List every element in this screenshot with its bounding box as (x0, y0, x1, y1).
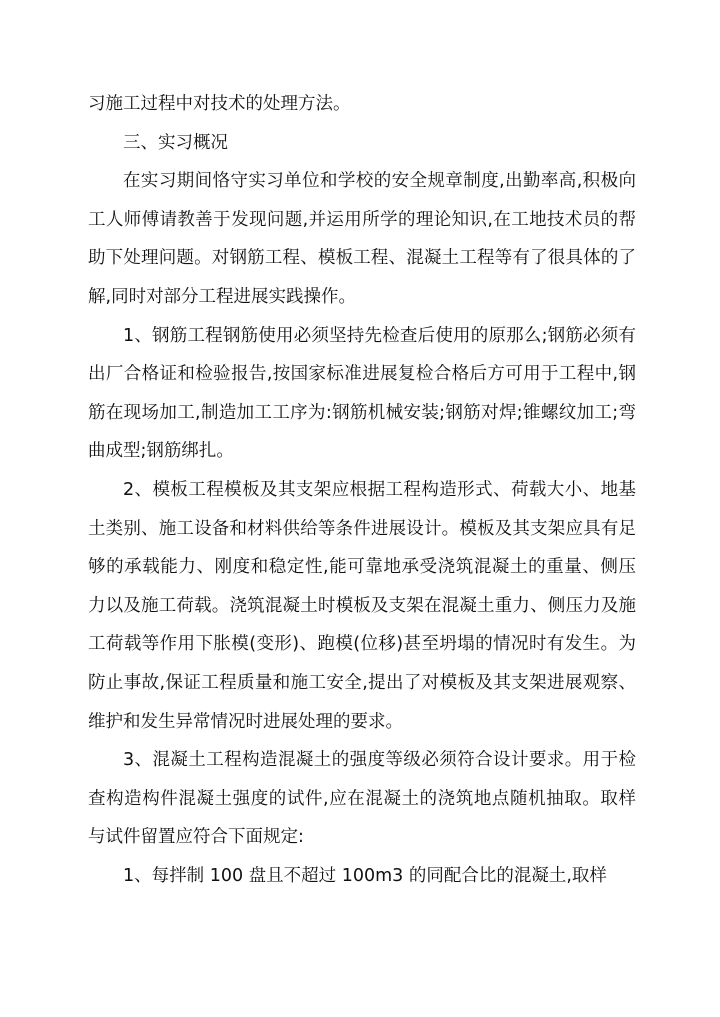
paragraph-rebar-engineering: 1、钢筋工程钢筋使用必须坚持先检查后使用的原那么;钢筋必须有出厂合格证和检验报告,按国家标准进展复检合格后方可用于工程中,钢筋在现场加工,制造加工工序为:钢筋机械安装;钢筋对焊;锥螺纹加工;弯曲成型;钢筋绑扎。 (88, 325, 636, 462)
section-heading: 三、实习概况 (123, 132, 228, 153)
paragraph-overview: 在实习期间恪守实习单位和学校的安全规章制度,出勤率高,积极向工人师傅请教善于发现问题,并运用所学的理论知识,在工地技术员的帮助下处理问题。对钢筋工程、模板工程、混凝土工程等有了很具体的了解,同时对部分工程进展实践操作。 (88, 171, 636, 307)
paragraph-continuation: 习施工过程中对技术的处理方法。 (88, 94, 351, 114)
document-body (88, 85, 636, 895)
paragraph-concrete-engineering: 3、混凝土工程构造混凝土的强度等级必须符合设计要求。用于检查构造构件混凝土强度的试件,应在混凝土的浇筑地点随机抽取。取样与试件留置应符合下面规定: (88, 750, 636, 848)
paragraph-formwork-engineering: 2、模板工程模板及其支架应根据工程构造形式、荷载大小、地基土类别、施工设备和材料供给等条件进展设计。模板及其支架应具有足够的承载能力、刚度和稳定性,能可靠地承受浇筑混凝土的重量、侧压力以及施工荷载。浇筑混凝土时模板及支架在混凝土重力、侧压力及施工荷载等作用下胀模(变形)、跑模(位移)甚至坍塌的情况时有发生。为防止事故,保证工程质量和施工安全,提出了对模板及其支架进展观察、维护和发生异常情况时进展处理的要求。 (88, 479, 636, 732)
paragraph-sampling-rule: 1、每拌制 100 盘且不超过 100m3 的同配合比的混凝土,取样 (123, 865, 607, 886)
